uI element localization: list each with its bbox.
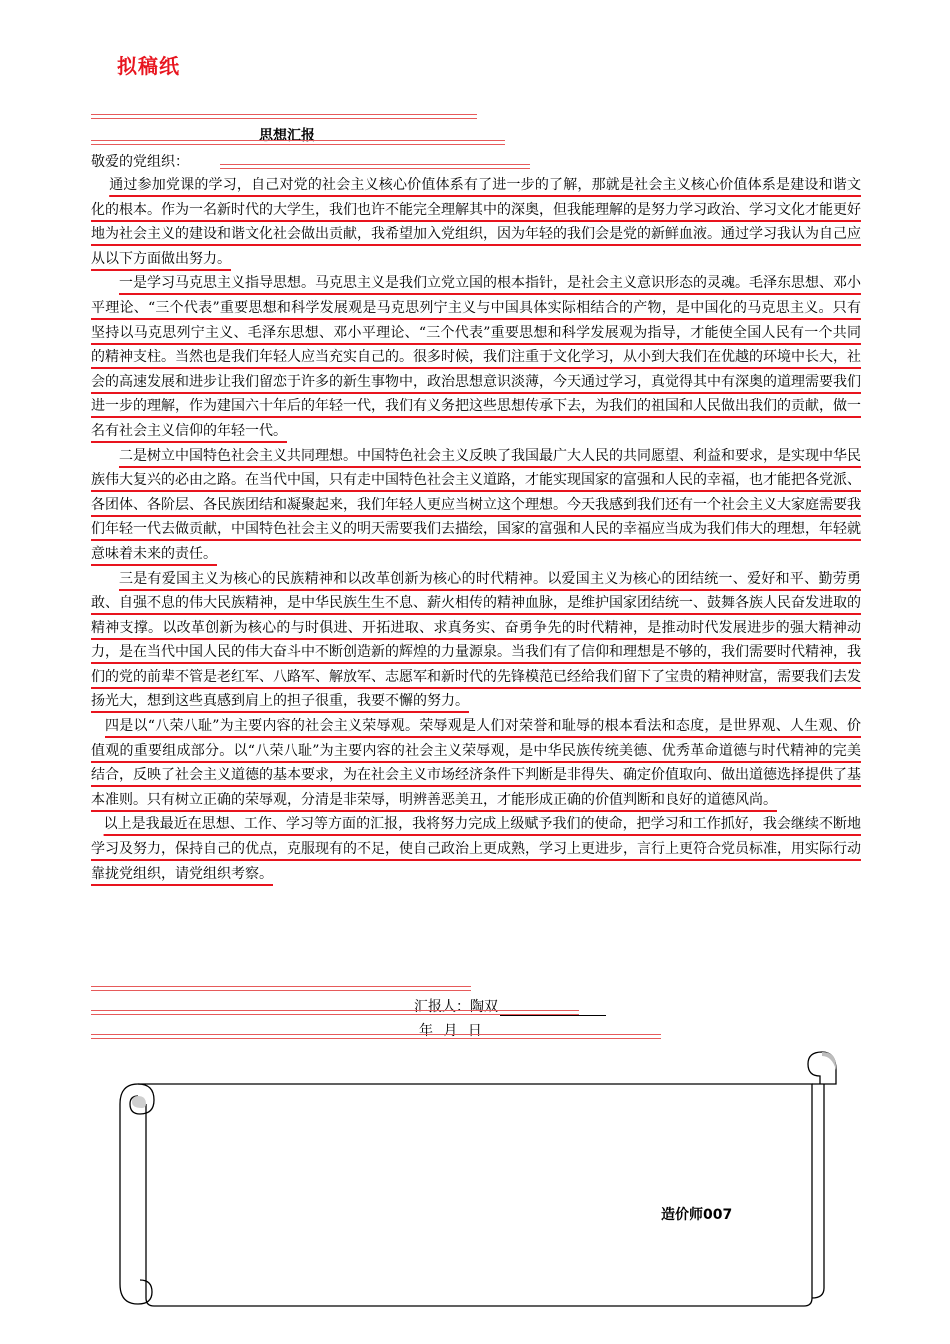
signature-label: 造价师007 — [661, 1207, 733, 1223]
paragraph-marxism: 一是学习马克思主义指导思想。马克思主义是我们立党立国的根本指针，是社会主义意识形态的灵魂。毛泽东思想、邓小平理论、“三个代表”重要思想和科学发展观是马克思列宁主义与中国具体实际相结合的产物，是中国化的马克思主义。只有坚持以马克思列宁主义、毛泽东思想、邓小平理论、“三个代表”重要思想和科学发展观为指导，才能使全国人民有一个共同的精神支柱。当然也是我们年轻人应当充实自己的。很多时候，我们注重于文化学习，从小到大我们在优越的环境中长大，社会的高速发展和进步让我们留恋于许多的新生事物中，政治思想意识淡薄，今天通过学习，真觉得其中有深奥的道理需要我们进一步的理解，作为建国六十年后的年轻一代，我们有义务把这些思想传承下去，为我们的祖国和人民做出我们的贡献，做一名有社会主义信仰的年轻一代。 — [91, 275, 861, 439]
document-title: 思想汇报 — [259, 128, 315, 144]
paragraph-honor-disgrace: 四是以“八荣八耻”为主要内容的社会主义荣辱观。荣辱观是人们对荣誉和耻辱的根本看法和态度，是世界观、人生观、价值观的重要组成部分。以“八荣八耻”为主要内容的社会主义荣辱观，是中华民族传统美德、优秀革命道德与时代精神的完美结合，反映了社会主义道德的基本要求，为在社会主义市场经济条件下判断是非得失、确定价值取向、做出道德选择提供了基本准则。只有树立正确的荣辱观，分清是非荣辱，明辨善恶美丑，才能形成正确的价值判断和良好的道德风尚。 — [91, 718, 861, 808]
ruled-line — [91, 1010, 579, 1015]
salutation: 敬爱的党组织： — [91, 154, 189, 170]
paragraph-national-spirit: 三是有爱国主义为核心的民族精神和以改革创新为核心的时代精神。以爱国主义为核心的团结统一、爱好和平、勤劳勇敢、自强不息的伟大民族精神，是中华民族生生不息、薪火相传的精神血脉，是维护国家团结统一、鼓舞各族人民奋发进取的精神支撑。以改革创新为核心的与时俱进、开拓进取、求真务实、奋勇争先的时代精神，是推动时代发展进步的强大精神动力，是在当代中国人民的伟大奋斗中不断创造新的辉煌的力量源泉。当我们有了信仰和理想是不够的，我们需要时代精神，我们的党的前辈不管是老红军、八路军、解放军、志愿军和新时代的先锋模范已经给我们留下了宝贵的精神财富，需要我们去发扬光大，想到这些真感到肩上的担子很重，我要不懈的努力。 — [91, 570, 861, 710]
report-body — [91, 173, 861, 886]
ruled-line — [91, 986, 471, 991]
ruled-line — [220, 164, 530, 169]
scroll-frame — [110, 1048, 850, 1308]
ruled-line — [91, 1034, 661, 1039]
reporter-name: 汇报人：陶双 — [414, 999, 498, 1015]
report-date: 年 月 日 — [419, 1023, 482, 1039]
ruled-line — [91, 114, 477, 119]
paragraph-intro: 通过参加党课的学习，自己对党的社会主义核心价值体系有了进一步的了解，那就是社会主义核心价值体系是建设和谐文化的根本。作为一名新时代的大学生，我们也许不能完全理解其中的深奥，但我能理解的是努力学习政治、学习文化才能更好地为社会主义的建设和谐文化社会做出贡献，我希望加入党组织，因为年轻的我们会是党的新鲜血液。通过学习我认为自己应从以下方面做出努力。 — [91, 177, 861, 267]
draft-paper-label: 拟稿纸 — [117, 54, 180, 78]
paragraph-common-ideal: 二是树立中国特色社会主义共同理想。中国特色社会主义反映了我国最广大人民的共同愿望、利益和要求，是实现中华民族伟大复兴的必由之路。在当代中国，只有走中国特色社会主义道路，才能实现国家的富强和人民的幸福，也才能把各党派、各团体、各阶层、各民族团结和凝聚起来，我们年轻人更应当树立这个理想。今天我感到我们还有一个社会主义大家庭需要我们年轻一代去做贡献，中国特色社会主义的明天需要我们去描绘，国家的富强和人民的幸福应当成为我们伟大的理想，年轻就意味着未来的责任。 — [91, 447, 861, 562]
ruled-line — [91, 140, 505, 145]
paragraph-conclusion: 以上是我最近在思想、工作、学习等方面的汇报，我将努力完成上级赋予我们的使命，把学习和工作抓好，我会继续不断地学习及努力，保持自己的优点，克服现有的不足，使自己政治上更成熟，学习上更进步，言行上更符合党员标准，用实际行动靠拢党组织，请党组织考察。 — [91, 816, 861, 882]
